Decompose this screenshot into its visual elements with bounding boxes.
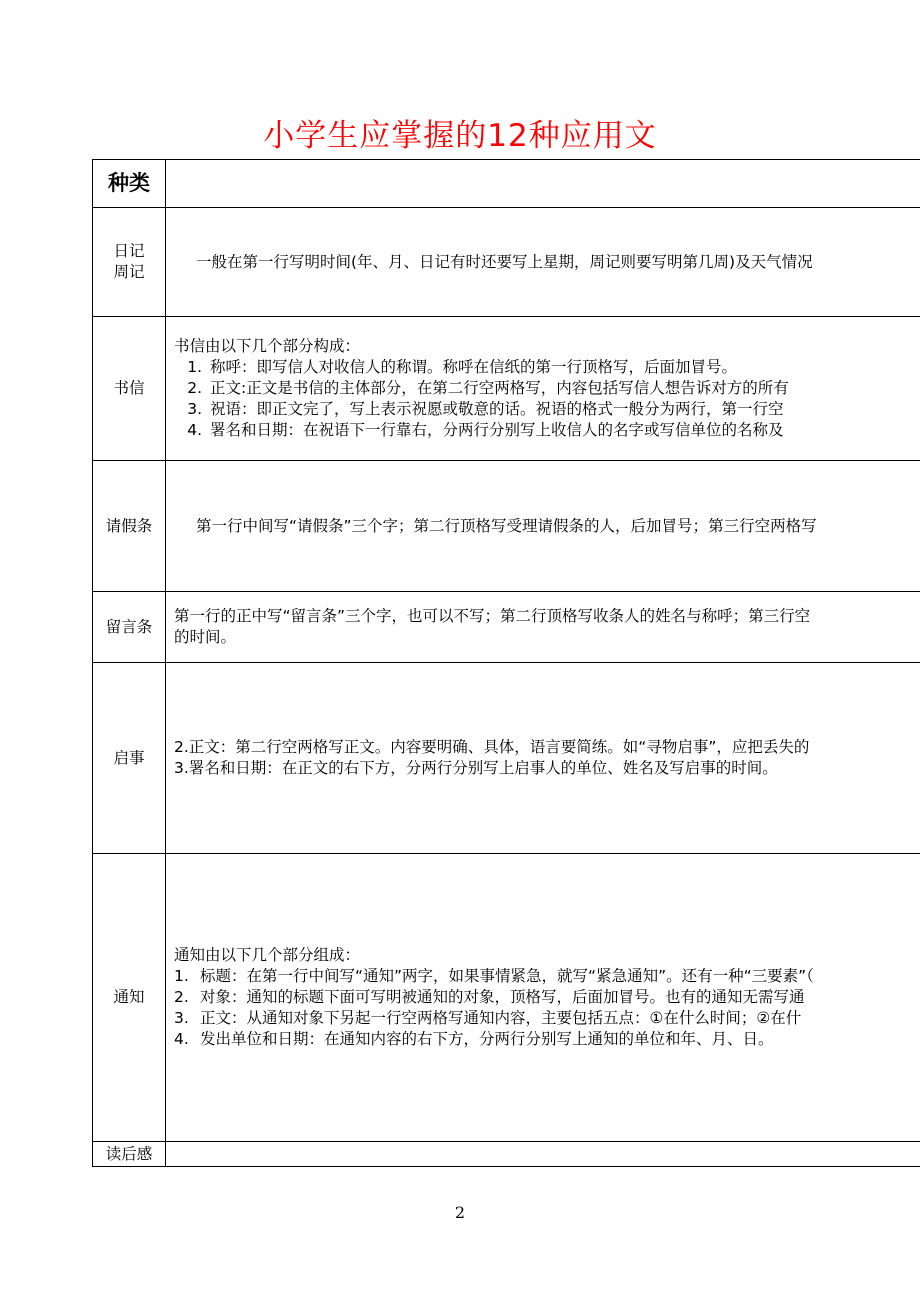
content-announcement [166,854,920,1142]
category-diary [93,208,166,317]
announcement-list [174,966,920,1050]
header-row [93,160,920,208]
list-item: 2. 正文:正文是书信的主体部分，在第二行空两格写，内容包括写信人想告诉对方的所有 [187,379,789,397]
header-category-cell: 种类 [93,160,166,208]
list-item: 2. 对象：通知的标题下面可写明被通知的对象，顶格写，后面加冒号。也有的通知无需写通 [174,988,805,1006]
row-announcement [93,854,920,1142]
application-writing-table [92,159,920,1167]
category-letter: 书信 [93,317,166,461]
row-letter [93,317,920,461]
category-announcement: 通知 [93,854,166,1142]
row-diary [93,208,920,317]
category-diary-line2: 周记 [113,263,145,281]
announcement-intro: 通知由以下几个部分组成： [174,946,361,964]
page-number: 2 [454,1203,466,1222]
content-leave [166,461,920,592]
row-leave [93,461,920,592]
category-reflection: 读后感 [93,1142,166,1167]
notice-line1: 2.正文：第二行空两格写正文。内容要明确、具体，语言要简练。如“寻物启事”，应把丢失的 [174,738,810,756]
content-notice [166,663,920,854]
row-notice [93,663,920,854]
diary-text: 一般在第一行写明时间(年、月、日记有时还要写上星期，周记则要写明第几周)及天气情况 [196,252,813,271]
category-note: 留言条 [93,592,166,663]
list-item: 1. 标题：在第一行中间写“通知”两字，如果事情紧急，就写“紧急通知”。还有一种“三要素”（ [174,967,814,985]
category-leave: 请假条 [93,461,166,592]
leave-text: 第一行中间写“请假条”三个字；第二行顶格写受理请假条的人，后加冒号；第三行空两格写 [196,516,817,535]
notice-line2: 3.署名和日期：在正文的右下方，分两行分别写上启事人的单位、姓名及写启事的时间。 [174,759,778,777]
list-item: 4. 发出单位和日期：在通知内容的右下方，分两行分别写上通知的单位和年、月、日。 [174,1030,774,1048]
note-line1: 第一行的正中写“留言条”三个字，也可以不写；第二行顶格写收条人的姓名与称呼；第三行空 [174,607,811,625]
list-item: 3. 正文：从通知对象下另起一行空两格写通知内容，主要包括五点：①在什么时间；②在什 [174,1009,802,1027]
category-notice: 启事 [93,663,166,854]
list-item: 1. 称呼：即写信人对收信人的称谓。称呼在信纸的第一行顶格写，后面加冒号。 [187,358,738,376]
category-diary-line1: 日记 [113,242,145,260]
content-reflection [166,1142,920,1167]
content-diary [166,208,920,317]
page-title [0,112,920,160]
letter-list [174,357,920,441]
row-note [93,592,920,663]
content-letter [166,317,920,461]
list-item: 4. 署名和日期：在祝语下一行靠右，分两行分别写上收信人的名字或写信单位的名称及 [187,421,784,439]
title-text: 小学生应掌握的12种应用文 [263,118,657,154]
letter-intro: 书信由以下几个部分构成： [174,337,361,355]
content-note [166,592,920,663]
header-content-cell [166,160,920,208]
list-item: 3. 祝语：即正文完了，写上表示祝愿或敬意的话。祝语的格式一般分为两行，第一行空 [187,400,784,418]
row-reflection [93,1142,920,1167]
note-line2: 的时间。 [174,628,237,646]
